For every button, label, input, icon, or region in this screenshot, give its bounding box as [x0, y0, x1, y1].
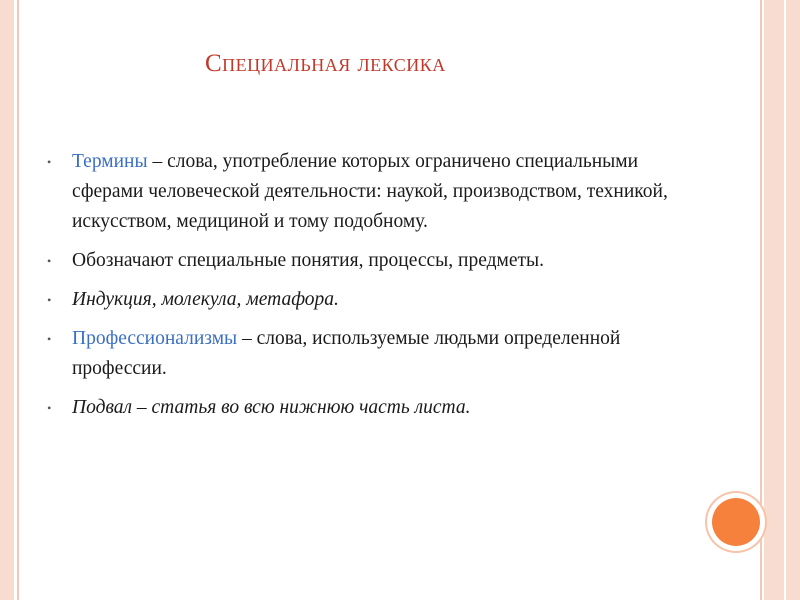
bullet-icon: •	[47, 332, 52, 346]
left-decorative-stripe	[0, 0, 14, 600]
list-item-example-podval	[45, 393, 705, 423]
right-decorative-inner-line	[784, 0, 786, 600]
term-definition: – слова, употребление которых ограничено специальными сферами человеческой деятельности: наукой, производством, техникой, искусством, медициной и тому подобному.	[72, 151, 668, 232]
term-label: Профессионализмы	[72, 328, 238, 349]
item-text: Индукция, молекула, метафора.	[72, 289, 339, 310]
item-text: Обозначают специальные понятия, процессы, предметы.	[72, 250, 545, 271]
list-item-denote	[45, 246, 705, 276]
list-item-examples	[45, 285, 705, 315]
item-text: Подвал – статья во всю нижнюю часть листа.	[72, 397, 471, 418]
bullet-list	[45, 147, 705, 432]
bullet-icon: •	[47, 254, 52, 268]
left-decorative-line	[17, 0, 19, 600]
slide-title: Специальная лексика	[205, 50, 446, 77]
orange-circle-decoration	[712, 498, 760, 546]
right-decorative-line	[760, 0, 762, 600]
bullet-icon: •	[47, 401, 52, 415]
term-definition: – слова, используемые людьми определенной профессии.	[72, 328, 621, 379]
list-item-terms	[45, 147, 705, 237]
right-decorative-gap	[762, 0, 764, 600]
right-decorative-band	[764, 0, 800, 600]
term-label: Термины	[72, 151, 148, 172]
bullet-icon: •	[47, 293, 52, 307]
bullet-icon: •	[47, 155, 52, 169]
list-item-professionalisms	[45, 324, 705, 384]
